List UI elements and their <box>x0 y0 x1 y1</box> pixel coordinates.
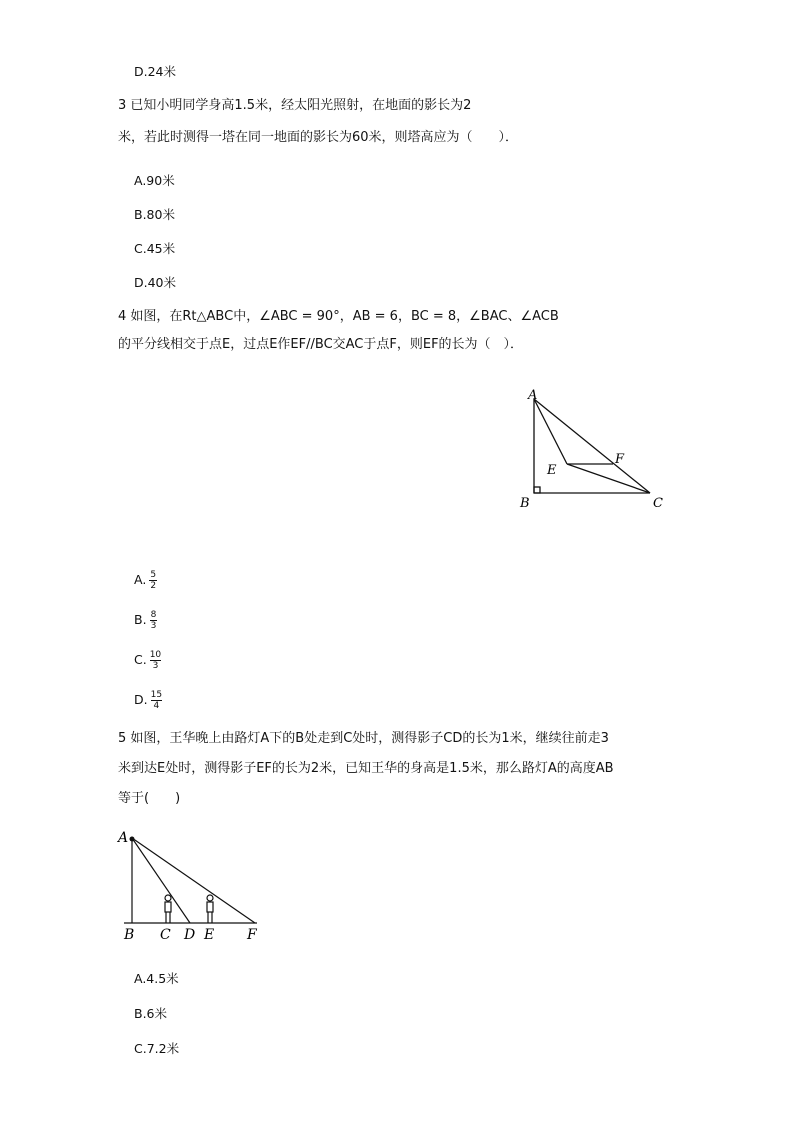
q5-stem-line3: 等于( ) <box>118 791 181 806</box>
option-prefix: B. <box>134 612 147 627</box>
q3-stem-line1: 3 已知小明同学身高1.5米，经太阳光照射，在地面的影长为2 <box>118 98 472 113</box>
label-b: B <box>520 496 530 511</box>
label-e: E <box>204 927 215 943</box>
q5-streetlight-figure <box>112 825 282 945</box>
q3-option-a: A.90米 <box>134 173 175 188</box>
fraction: $\frac{8}{3}$ <box>150 610 157 631</box>
q4-triangle-figure <box>510 385 680 515</box>
q4-option-b <box>134 610 157 631</box>
light-ray-af <box>132 838 255 923</box>
label-a: A <box>528 388 538 403</box>
segment-ac <box>534 399 650 493</box>
option-prefix: A. <box>134 572 147 587</box>
bisector-ce <box>567 464 650 493</box>
fraction: $\frac{5}{2}$ <box>150 570 157 591</box>
q3-stem-line2: 米，若此时测得一塔在同一地面的影长为60米，则塔高应为（ ）． <box>118 130 519 145</box>
q4-option-c <box>134 650 161 671</box>
q3-option-d: D.40米 <box>134 275 177 290</box>
q5-stem-line1: 5 如图，王华晚上由路灯A下的B处走到C处时，测得影子CD的长为1米，继续往前走3 <box>118 731 609 746</box>
q5-option-c: C.7.2米 <box>134 1041 180 1056</box>
fraction: $\frac{15}{4}$ <box>150 690 163 711</box>
label-f: F <box>615 452 625 467</box>
label-c: C <box>653 496 663 511</box>
q4-stem-line1: 4 如图，在Rt△ABC中，∠ABC = 90°，AB = 6，BC = 8，∠BAC、∠ACB <box>118 309 559 324</box>
option-prefix: D. <box>134 692 148 707</box>
person-at-e <box>207 895 213 923</box>
label-d: D <box>184 927 196 943</box>
right-angle-mark <box>534 487 540 493</box>
light-ray-ad <box>132 838 190 923</box>
option-prefix: C. <box>134 652 147 667</box>
q4-stem-line2: 的平分线相交于点E，过点E作EF//BC交AC于点F，则EF的长为（ ）． <box>118 337 524 352</box>
label-f: F <box>247 927 257 943</box>
label-c: C <box>160 927 171 943</box>
lamp-dot <box>130 837 135 842</box>
q4-option-d <box>134 690 162 711</box>
person-at-c <box>165 895 171 923</box>
bisector-ae <box>534 399 567 464</box>
label-b: B <box>124 927 135 943</box>
q4-option-a <box>134 570 157 591</box>
q5-stem-line2: 米到达E处时，测得影子EF的长为2米，已知王华的身高是1.5米，那么路灯A的高度AB <box>118 761 614 776</box>
q5-option-b: B.6米 <box>134 1006 168 1021</box>
q3-option-b: B.80米 <box>134 207 175 222</box>
label-e: E <box>547 463 557 478</box>
label-a: A <box>118 830 129 846</box>
fraction: $\frac{10}{3}$ <box>149 650 162 671</box>
q2-option-d: D.24米 <box>134 64 177 79</box>
q5-option-a: A.4.5米 <box>134 971 179 986</box>
q3-option-c: C.45米 <box>134 241 176 256</box>
